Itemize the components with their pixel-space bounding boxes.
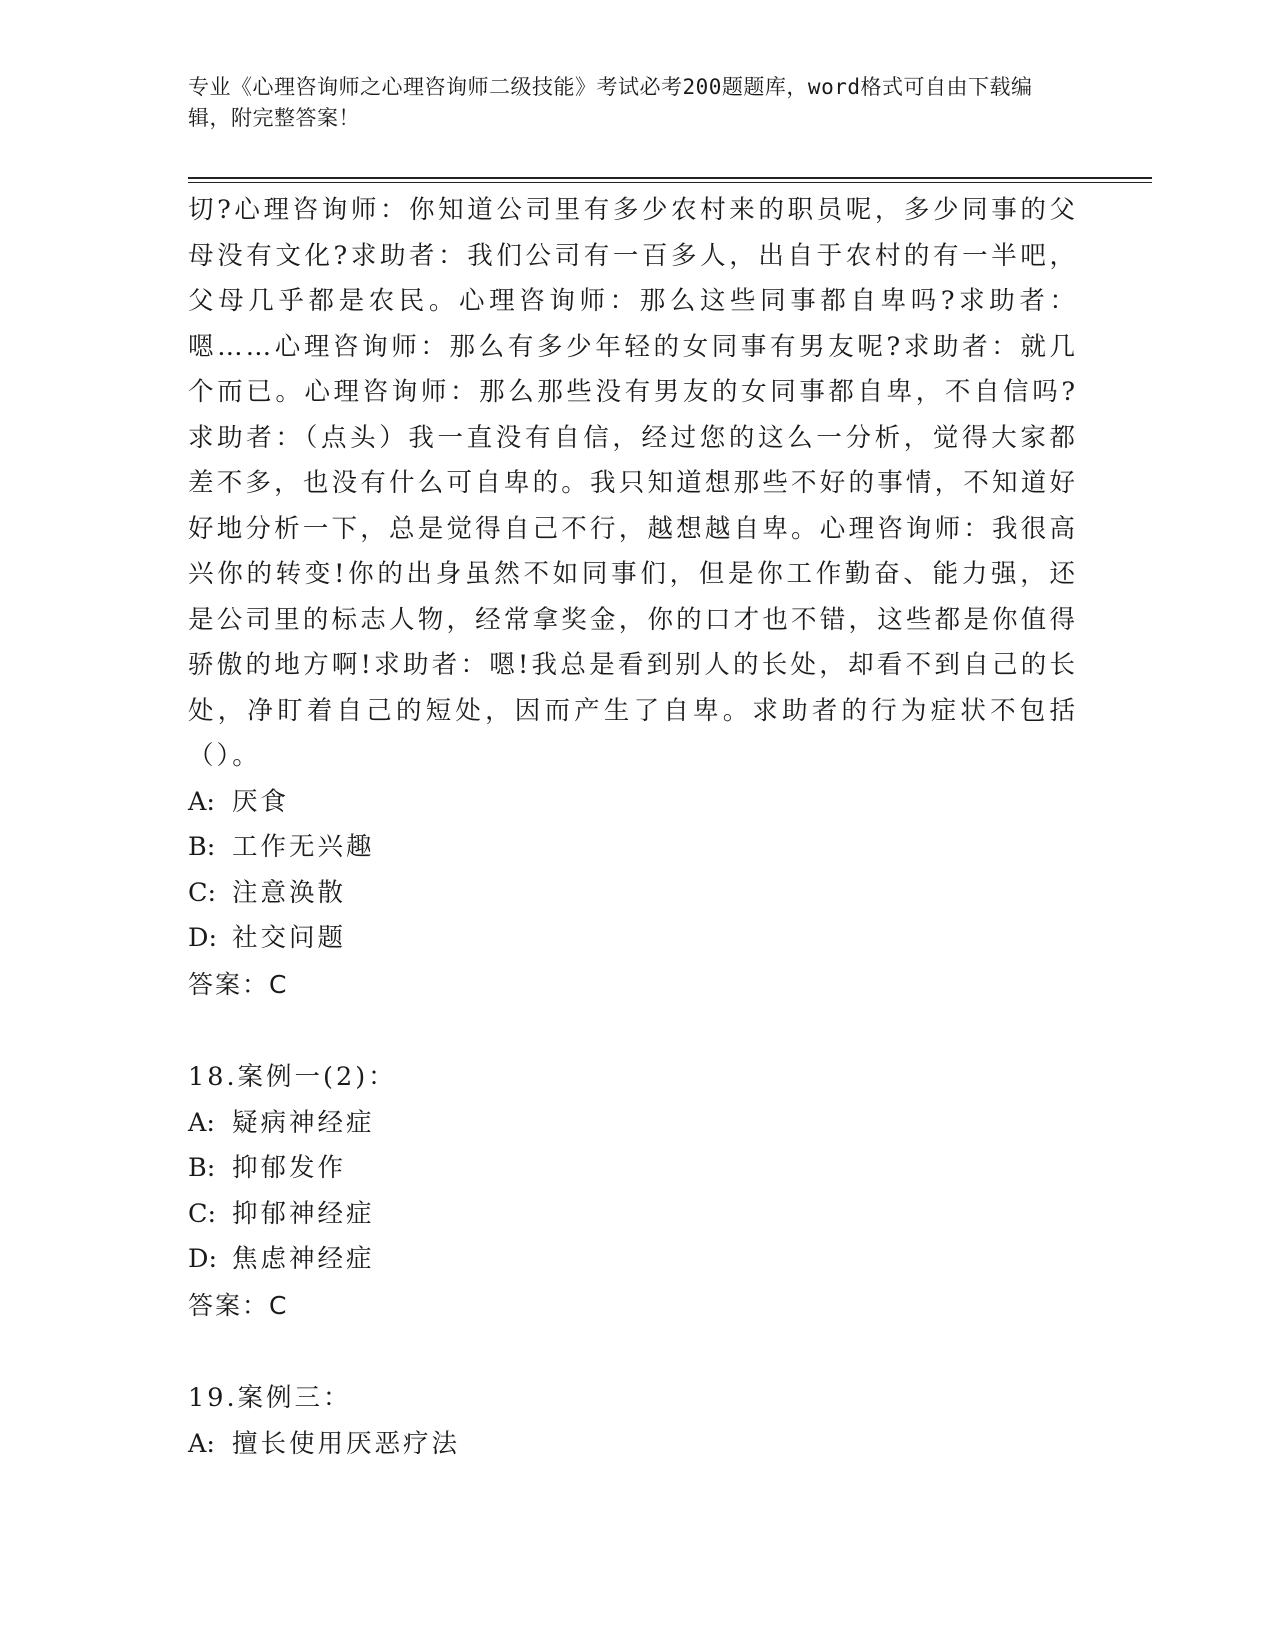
option-text: 抑郁神经症: [232, 1198, 375, 1229]
option-a: [188, 1422, 1078, 1468]
spacer: [188, 1007, 1078, 1055]
option-letter: B:: [188, 832, 216, 862]
option-text: 工作无兴趣: [232, 832, 375, 862]
option-letter: C:: [188, 877, 217, 908]
option-text: 焦虑神经症: [232, 1244, 375, 1274]
option-d: [188, 1237, 1078, 1283]
page-header: 专业《心理咨询师之心理咨询师二级技能》考试必考200题题库，word格式可自由下载编辑，附完整答案！: [188, 75, 1033, 130]
spacer: [188, 1328, 1078, 1376]
option-letter: A:: [188, 1107, 216, 1138]
option-c: [188, 871, 1078, 917]
option-letter: D:: [188, 1244, 218, 1274]
option-b: [188, 825, 1078, 871]
option-text: 厌食: [232, 786, 290, 817]
option-letter: C:: [188, 1198, 217, 1229]
question-stem: 切?心理咨询师：你知道公司里有多少农村来的职员呢，多少同事的父母没有文化?求助者：我们公司有一百多人，出自于农村的有一半吧，父母几乎都是农民。心理咨询师：那么这些同事都自卑吗?求助者：嗯……心理咨询师：那么有多少年轻的女同事有男友呢?求助者：就几个而已。心理咨询师：那么那些没有男友的女同事都自卑，不自信吗?求助者：（点头）我一直没有自信，经过您的这么一分析，觉得大家都差不多，也没有什么可自卑的。我只知道想那些不好的事情，不知道好好地分析一下，总是觉得自己不行，越想越自卑。心理咨询师：我很高兴你的转变!你的出身虽然不如同事们，但是你工作勤奋、能力强，还是公司里的标志人物，经常拿奖金，你的口才也不错，这些都是你值得骄傲的地方啊!求助者：嗯!我总是看到别人的长处，却看不到自己的长处，净盯着自己的短处，因而产生了自卑。求助者的行为症状不包括（）。: [188, 195, 1078, 771]
option-text: 注意涣散: [232, 877, 347, 908]
option-letter: A:: [188, 1428, 216, 1459]
option-letter: A:: [188, 786, 216, 817]
option-text: 擅长使用厌恶疗法: [232, 1428, 461, 1459]
header-divider-thin: [188, 182, 1152, 183]
option-letter: D:: [188, 923, 218, 953]
question-title: 18.案例一(2)：: [188, 1062, 397, 1092]
option-text: 抑郁发作: [232, 1153, 347, 1183]
question-19: [188, 1376, 1078, 1467]
header-divider-thick: [188, 177, 1152, 179]
option-text: 疑病神经症: [232, 1107, 375, 1138]
option-text: 社交问题: [232, 923, 347, 953]
option-a: [188, 1101, 1078, 1147]
option-d: [188, 916, 1078, 962]
answer-line: 答案：C: [188, 1290, 289, 1320]
option-b: [188, 1146, 1078, 1192]
question-title: 19.案例三：: [188, 1383, 352, 1413]
question-18: [188, 1055, 1078, 1328]
option-letter: B:: [188, 1153, 216, 1183]
answer-line: 答案：C: [188, 969, 289, 999]
option-a: [188, 780, 1078, 826]
option-c: [188, 1192, 1078, 1238]
question-content: [188, 188, 1078, 1467]
question-17: [188, 188, 1078, 1007]
